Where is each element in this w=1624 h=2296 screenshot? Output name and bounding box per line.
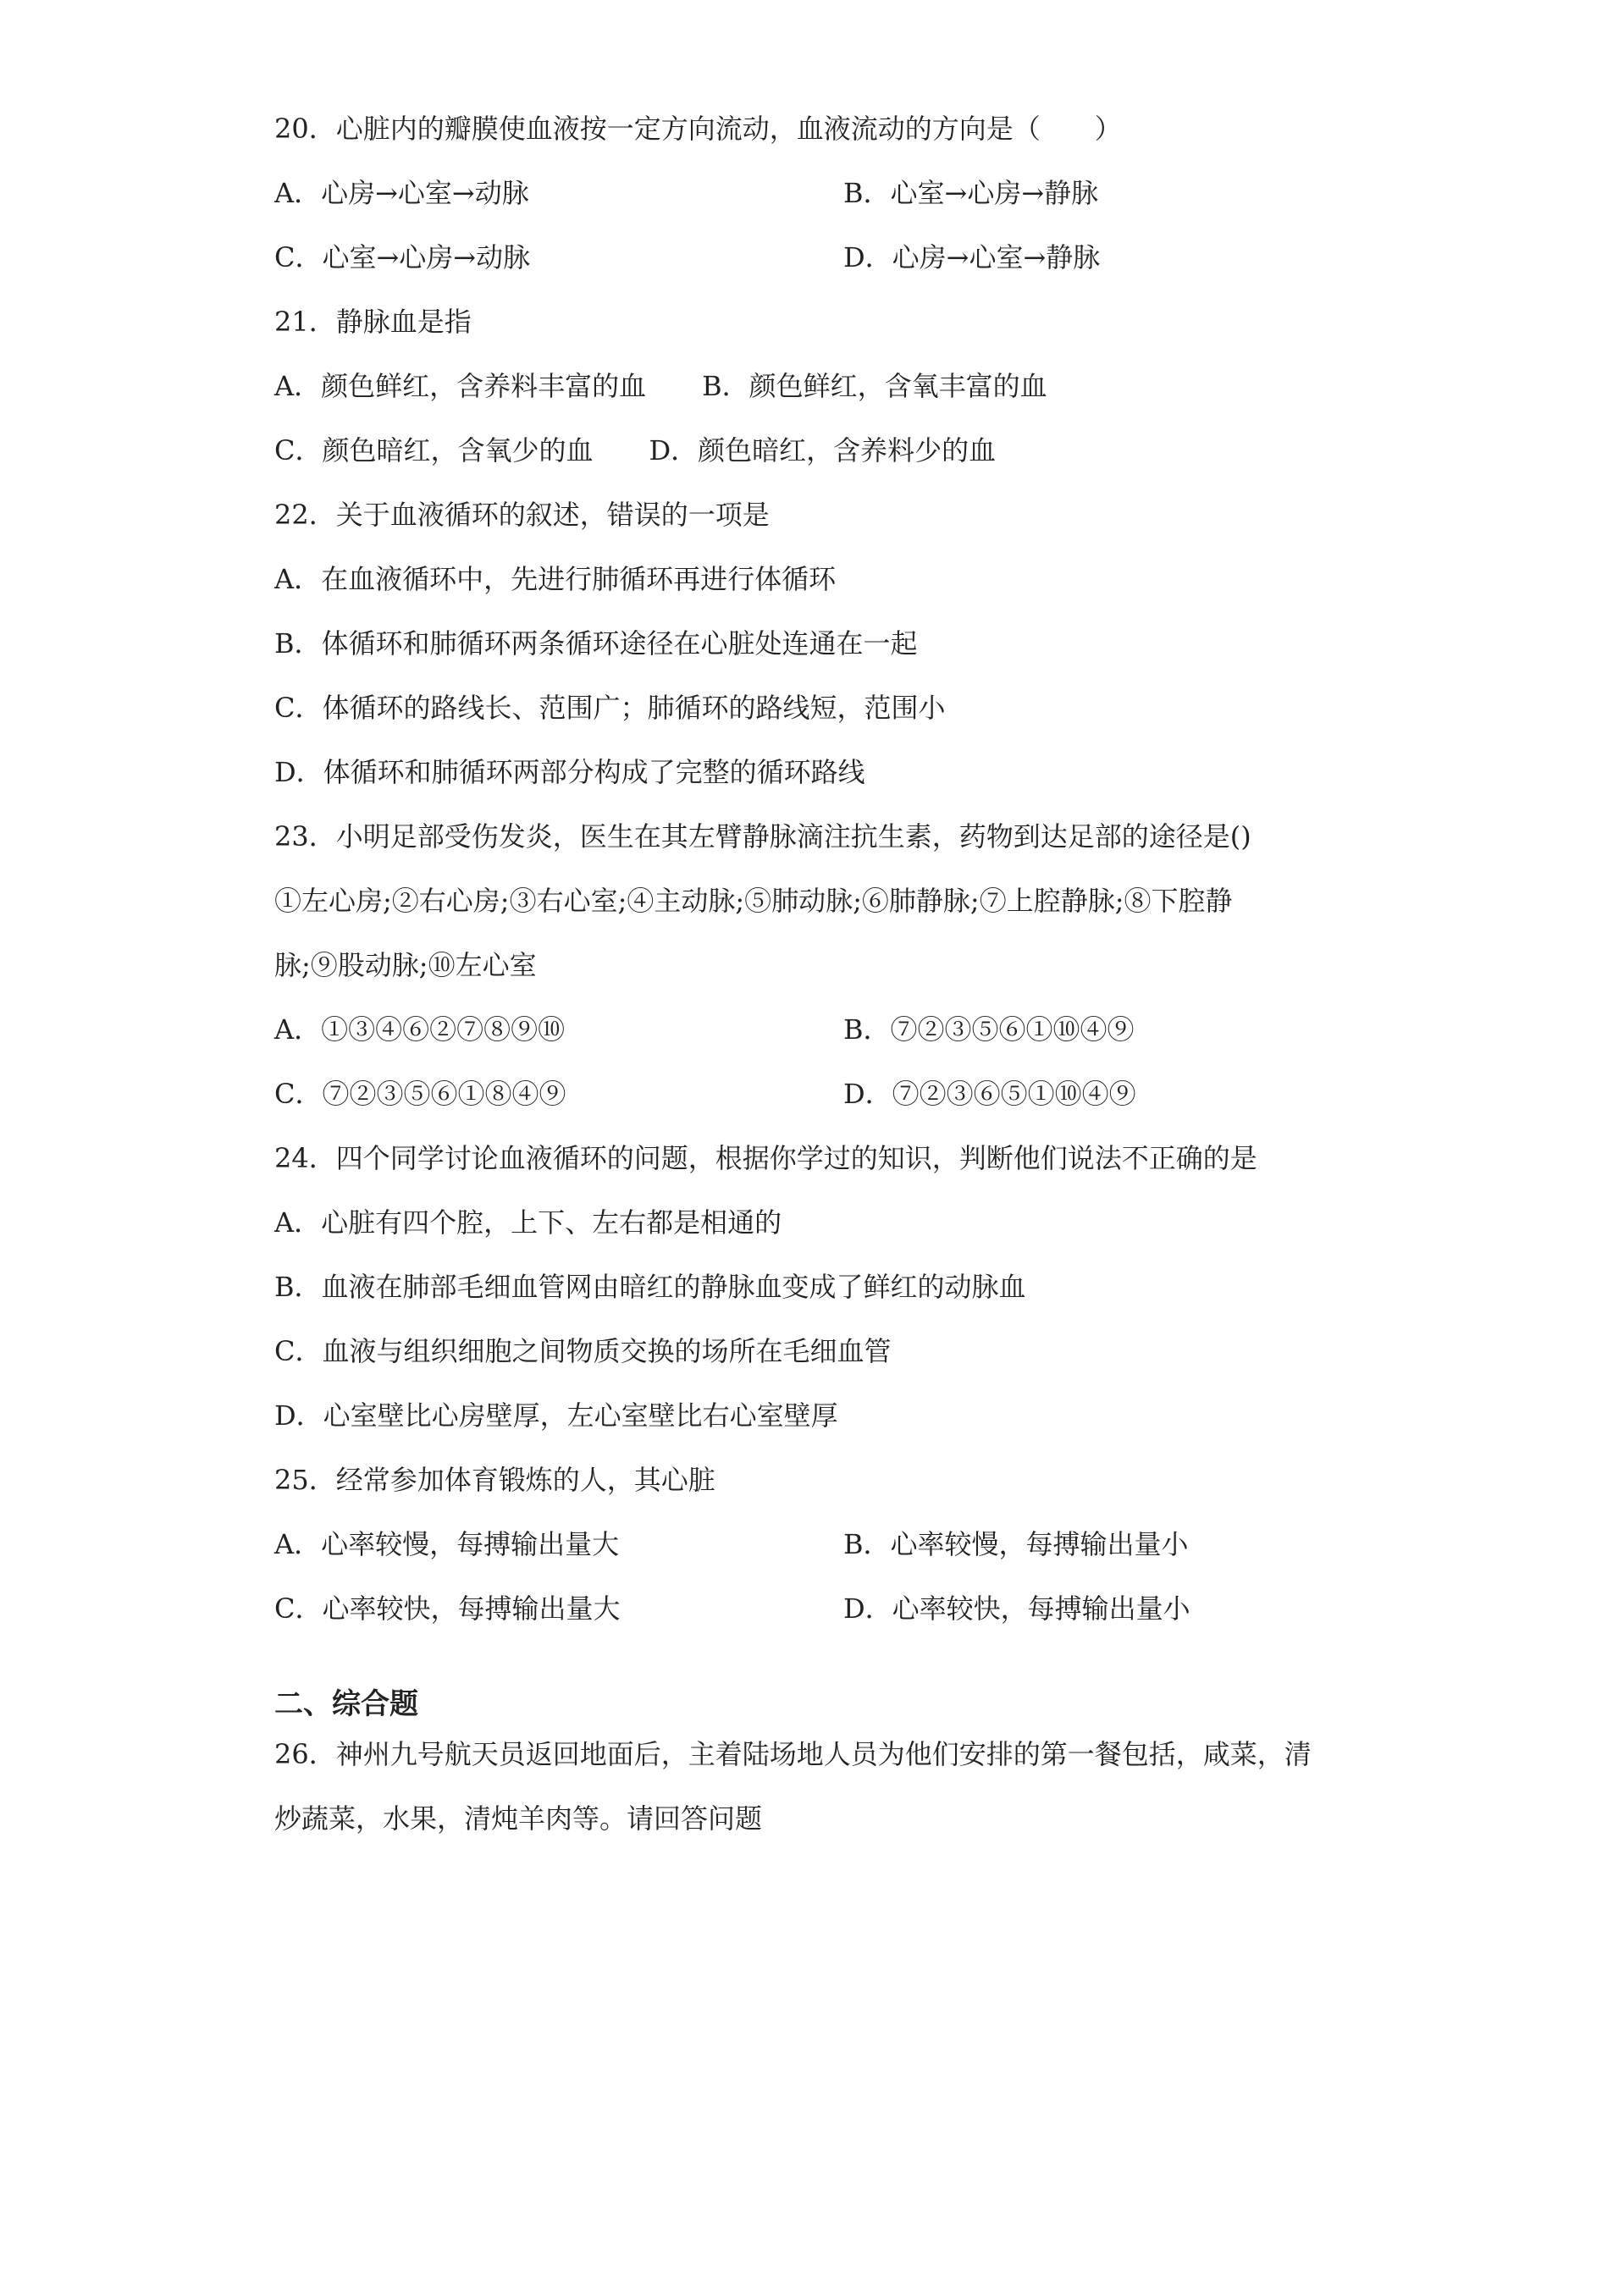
question-22-option-c: C．体循环的路线长、范围广；肺循环的路线短，范围小 bbox=[274, 692, 946, 724]
question-23-items-line-2: 脉;⑨股动脉;⑩左心室 bbox=[274, 949, 537, 981]
question-24-option-d: D．心室壁比心房壁厚，左心室壁比右心室壁厚 bbox=[274, 1399, 838, 1432]
question-22-option-d: D．体循环和肺循环两部分构成了完整的循环路线 bbox=[274, 756, 865, 788]
question-25-option-d: D．心率较快，每搏输出量小 bbox=[843, 1592, 1190, 1625]
question-20-option-d: D．心房→心室→静脉 bbox=[843, 241, 1101, 273]
question-23-stem: 23．小明足部受伤发炎，医生在其左臂静脉滴注抗生素，药物到达足部的途径是() bbox=[274, 820, 1251, 853]
question-21-option-a: A．颜色鲜红，含养料丰富的血 bbox=[274, 370, 647, 402]
question-20-option-c: C．心室→心房→动脉 bbox=[274, 241, 531, 273]
question-26-line-1: 26．神州九号航天员返回地面后，主着陆场地人员为他们安排的第一餐包括，咸菜，清 bbox=[274, 1738, 1312, 1770]
question-24-stem: 24．四个同学讨论血液循环的问题，根据你学过的知识，判断他们说法不正确的是 bbox=[274, 1142, 1257, 1174]
question-23-option-a: A．①③④⑥②⑦⑧⑨⑩ bbox=[274, 1013, 566, 1046]
question-22-stem: 22．关于血液循环的叙述，错误的一项是 bbox=[274, 499, 770, 531]
question-26-line-2: 炒蔬菜，水果，清炖羊肉等。请回答问题 bbox=[274, 1802, 763, 1835]
question-20-stem: 20．心脏内的瓣膜使血液按一定方向流动，血液流动的方向是（ ） bbox=[274, 113, 1122, 145]
question-20-option-a: A．心房→心室→动脉 bbox=[274, 177, 529, 209]
question-23-items-line-1: ①左心房;②右心房;③右心室;④主动脉;⑤肺动脉;⑥肺静脉;⑦上腔静脉;⑧下腔静 bbox=[274, 885, 1233, 917]
question-21-options-cd-row bbox=[274, 433, 996, 467]
question-25-option-a: A．心率较慢，每搏输出量大 bbox=[274, 1528, 620, 1560]
question-25-stem: 25．经常参加体育锻炼的人，其心脏 bbox=[274, 1464, 715, 1496]
question-22-option-b: B．体循环和肺循环两条循环途径在心脏处连通在一起 bbox=[274, 627, 918, 660]
question-24-option-b: B．血液在肺部毛细血管网由暗红的静脉血变成了鲜红的动脉血 bbox=[274, 1271, 1026, 1303]
question-22-option-a: A．在血液循环中，先进行肺循环再进行体循环 bbox=[274, 563, 837, 595]
question-21-options-ab-row bbox=[274, 369, 1047, 403]
question-23-option-d: D．⑦②③⑥⑤①⑩④⑨ bbox=[843, 1078, 1136, 1110]
question-24-option-c: C．血液与组织细胞之间物质交换的场所在毛细血管 bbox=[274, 1335, 892, 1367]
question-24-option-a: A．心脏有四个腔，上下、左右都是相通的 bbox=[274, 1206, 782, 1239]
question-23-option-c: C．⑦②③⑤⑥①⑧④⑨ bbox=[274, 1078, 566, 1110]
question-21-option-d: D．颜色暗红，含养料少的血 bbox=[649, 434, 997, 466]
question-20-option-b: B．心室→心房→静脉 bbox=[843, 177, 1099, 209]
question-25-option-b: B．心率较慢，每搏输出量小 bbox=[843, 1528, 1189, 1560]
question-21-option-b: B．颜色鲜红，含氧丰富的血 bbox=[702, 370, 1047, 402]
question-25-option-c: C．心率较快，每搏输出量大 bbox=[274, 1592, 621, 1625]
section-2-title: 二、综合题 bbox=[274, 1687, 418, 1721]
question-21-option-c: C．颜色暗红，含氧少的血 bbox=[274, 434, 594, 466]
question-23-option-b: B．⑦②③⑤⑥①⑩④⑨ bbox=[843, 1013, 1135, 1046]
question-21-stem: 21．静脉血是指 bbox=[274, 306, 472, 338]
